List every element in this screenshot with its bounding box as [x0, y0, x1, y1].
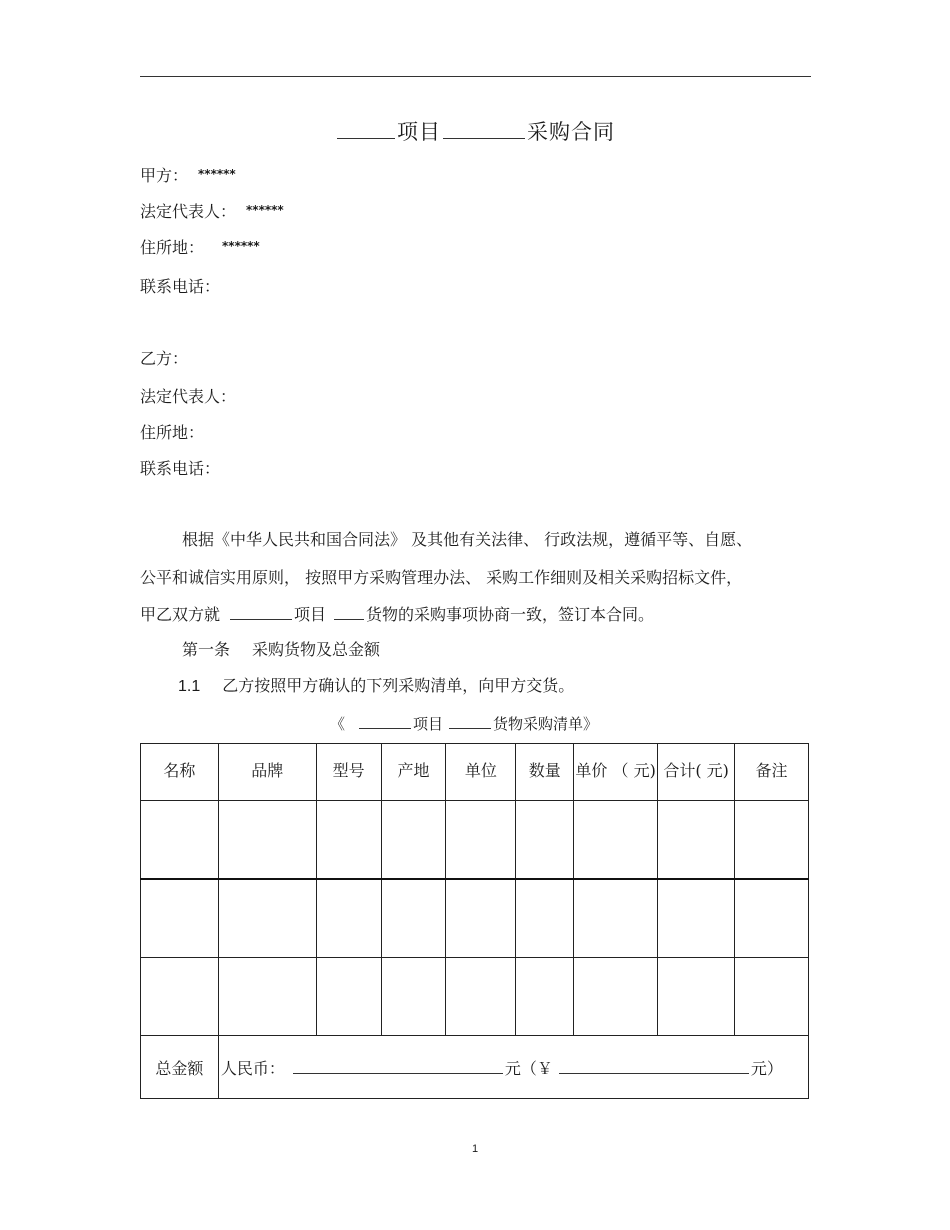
table-cell[interactable] [316, 879, 381, 958]
header-unit: 单位 [446, 744, 516, 801]
table-cell[interactable] [516, 879, 574, 958]
table-cell[interactable] [218, 879, 316, 958]
table-cell[interactable] [316, 958, 381, 1036]
table-cell[interactable] [141, 958, 219, 1036]
table-cell[interactable] [218, 958, 316, 1036]
intro-line-1: 根据《中华人民共和国合同法》 及其他有关法律、 行政法规，遵循平等、自愿、 [182, 530, 753, 549]
table-cell[interactable] [574, 879, 658, 958]
table-cell[interactable] [735, 879, 809, 958]
table-cell[interactable] [658, 879, 735, 958]
party-a-rep: 法定代表人： ****** [140, 202, 284, 221]
rmb-amount-blank[interactable] [293, 1055, 503, 1074]
header-subtotal: 合计( 元) [658, 744, 735, 801]
party-b-name: 乙方： [140, 349, 189, 368]
header-quantity: 数量 [516, 744, 574, 801]
table-cell[interactable] [516, 801, 574, 880]
clause-1-1: 1.1 乙方按照甲方确认的下列采购清单，向甲方交货。 [178, 676, 575, 695]
table-cell[interactable] [141, 879, 219, 958]
header-model: 型号 [316, 744, 381, 801]
article-1-heading: 第一条 采购货物及总金额 [182, 640, 381, 659]
party-b-rep: 法定代表人： [140, 387, 237, 406]
table-cell[interactable] [658, 958, 735, 1036]
party-a-name: 甲方： ****** [140, 166, 236, 185]
header-remarks: 备注 [735, 744, 809, 801]
purchase-list-table [140, 743, 809, 1099]
total-row [141, 1036, 809, 1099]
intro-line-2: 公平和诚信实用原则， 按照甲方采购管理办法、 采购工作细则及相关采购招标文件， [140, 568, 743, 587]
table-cell[interactable] [735, 801, 809, 880]
party-a-address: 住所地： ****** [140, 238, 260, 257]
total-label: 总金额 [141, 1036, 219, 1099]
intro-goods-blank[interactable] [334, 601, 364, 620]
header-rule [140, 76, 811, 77]
table-row [141, 879, 809, 958]
purchase-blank[interactable] [443, 120, 525, 139]
table-cell[interactable] [516, 958, 574, 1036]
table-row [141, 958, 809, 1036]
table-cell[interactable] [316, 801, 381, 880]
header-name: 名称 [141, 744, 219, 801]
header-brand: 品牌 [218, 744, 316, 801]
table-cell[interactable] [574, 958, 658, 1036]
header-unit-price: 单价 （ 元) [574, 744, 658, 801]
table-cell[interactable] [381, 801, 446, 880]
table-cell[interactable] [141, 801, 219, 880]
list-project-blank[interactable] [359, 710, 411, 729]
party-b-phone: 联系电话： [140, 459, 221, 478]
table-cell[interactable] [381, 958, 446, 1036]
table-cell[interactable] [574, 801, 658, 880]
contract-title: 项目 采购合同 [0, 116, 950, 146]
party-a-phone: 联系电话： [140, 277, 221, 296]
list-goods-blank[interactable] [449, 710, 491, 729]
table-cell[interactable] [446, 879, 516, 958]
table-cell[interactable] [735, 958, 809, 1036]
table-cell[interactable] [218, 801, 316, 880]
yen-amount-blank[interactable] [559, 1055, 749, 1074]
table-cell[interactable] [658, 801, 735, 880]
table-cell[interactable] [446, 801, 516, 880]
header-origin: 产地 [381, 744, 446, 801]
total-amount-cell[interactable]: 人民币： 元（￥ 元） [218, 1036, 808, 1099]
project-blank[interactable] [337, 120, 395, 139]
intro-line-3: 甲乙双方就 项目 货物的采购事项协商一致，签订本合同。 [140, 601, 654, 625]
party-b-address: 住所地： [140, 423, 205, 442]
page-number: 1 [471, 1143, 479, 1155]
intro-project-blank[interactable] [230, 601, 292, 620]
table-cell[interactable] [446, 958, 516, 1036]
table-row [141, 801, 809, 880]
table-header-row [141, 744, 809, 801]
list-title: 《 项目 货物采购清单》 [330, 710, 598, 734]
table-cell[interactable] [381, 879, 446, 958]
